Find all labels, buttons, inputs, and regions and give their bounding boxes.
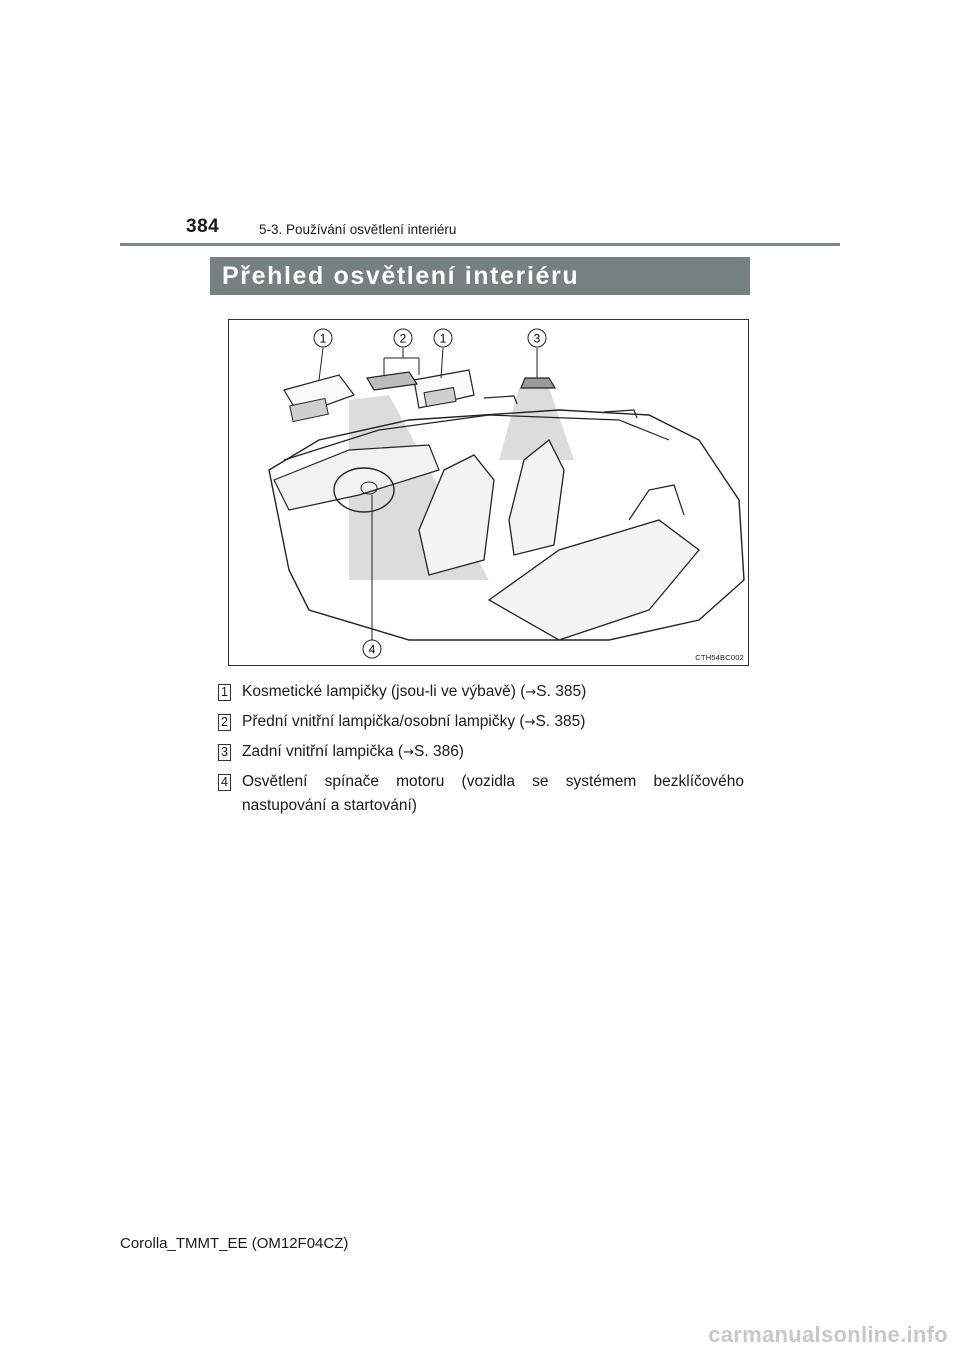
legend-number-badge: 2: [218, 714, 231, 731]
callout-1-left-leader: [319, 348, 323, 380]
callout-2: [394, 329, 412, 347]
callout-4: [363, 640, 381, 658]
legend-number-badge: 4: [218, 774, 231, 791]
legend-list: [218, 680, 744, 823]
legend-text: Kosmetické lampičky (jsou-li ve výbavě) (→S. 385): [242, 683, 587, 700]
svg-text:3: 3: [533, 331, 541, 346]
legend-item: [218, 680, 744, 705]
footer-document-id: Corolla_TMMT_EE (OM12F04CZ): [120, 1235, 349, 1252]
interior-lights-figure: [228, 319, 749, 666]
front-interior-light: [367, 372, 417, 390]
svg-text:2: 2: [399, 331, 407, 346]
arrow-icon: →: [525, 685, 537, 700]
page-reference[interactable]: S. 386): [414, 743, 464, 760]
page-reference[interactable]: S. 385): [536, 683, 587, 700]
callout-1-left: [314, 329, 332, 347]
legend-item: [218, 710, 744, 735]
rear-headrest: [629, 485, 684, 520]
page-reference[interactable]: S. 385): [535, 713, 586, 730]
svg-text:1: 1: [439, 331, 447, 346]
callout-1-right: [434, 329, 452, 347]
rear-interior-light: [521, 378, 555, 388]
legend-number-badge: 3: [218, 744, 231, 761]
legend-text: Přední vnitřní lampička/osobní lampičky (→S. 385): [242, 713, 586, 730]
callout-3: [528, 329, 546, 347]
legend-number-badge: 1: [218, 684, 231, 701]
page-heading: Přehled osvětlení interiéru: [222, 261, 580, 290]
arrow-icon: →: [524, 715, 536, 730]
watermark: carmanualsonline.info: [708, 1322, 948, 1347]
svg-text:1: 1: [319, 331, 327, 346]
legend-item: [218, 740, 744, 765]
callout-1-right-leader: [441, 348, 443, 378]
legend-text: Osvětlení spínače motoru (vozidla se systémem bezklíčového nastupování a startování): [242, 773, 744, 814]
arrow-icon: →: [403, 745, 414, 760]
front-grab-handle: [484, 396, 517, 404]
section-title: 5-3. Používání osvětlení interiéru: [259, 222, 457, 237]
heading-bar: [210, 257, 750, 295]
figure-code: CTH54BC002: [695, 653, 744, 662]
legend-text: Zadní vnitřní lampička (→S. 386): [242, 743, 464, 760]
legend-item: [218, 770, 744, 818]
svg-text:4: 4: [368, 642, 376, 657]
page-number: 384: [186, 216, 220, 237]
header-divider: [120, 243, 840, 246]
car-interior-illustration: [229, 320, 748, 665]
